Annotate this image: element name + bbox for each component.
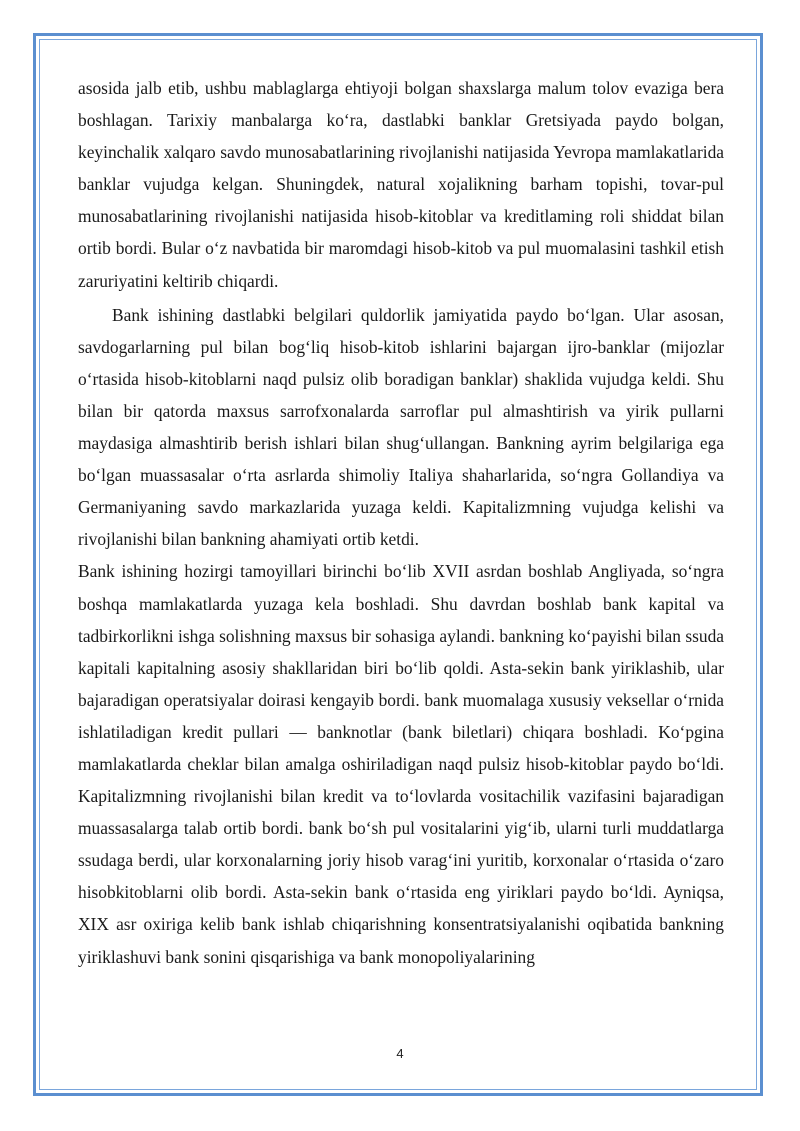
document-body <box>78 72 724 973</box>
page-number: 4 <box>396 1046 404 1061</box>
paragraph-1: asosida jalb etib, ushbu mablaglarga ehtiyoji bolgan shaxslarga malum tolov evaziga bera boshlagan. Tarixiy manbalarga ko‘ra, dastlabki banklar Gretsiyada paydo bolgan, keyinchalik xalqaro savdo munosabatlarining rivojlanishi natijasida Yevropa mamlakatlarida banklar vujudga kelgan. Shuningdek, natural xojalikning barham topishi, tovar-pul munosabatlarining rivojlanishi natijasida hisob-kitoblar va kreditlaming roli shiddat bilan ortib bordi. Bular o‘z navbatida bir maromdagi hisob-kitob va pul muomalasini tashkil etish zaruriyatini keltirib chiqardi. <box>78 78 724 291</box>
paragraph-3: Bank ishining hozirgi tamoyillari birinchi bo‘lib XVII asrdan boshlab Angliyada, so‘ngra boshqa mamlakatlarda yuzaga kela boshladi. Shu davrdan boshlab bank kapital va tadbirkorlikni ishga solishning maxsus bir sohasiga aylandi. bankning ko‘payishi bilan ssuda kapitali kapitalning asosiy shakllaridan biri bo‘lib qoldi. Asta-sekin bank yiriklashib, ular bajaradigan operatsiyalar doirasi kengayib bordi. bank muomalaga xususiy veksellar o‘rnida ishlatiladigan kredit pullari — banknotlar (bank biletlari) chiqara boshladi. Ko‘pgina mamlakatlarda cheklar bilan amalga oshiriladigan naqd pulsiz hisob-kitoblar paydo bo‘ldi. Kapitalizmning rivojlanishi bilan kredit va to‘lovlarda vositachilik vazifasini bajaradigan muassasalarga talab ortib bordi. bank bo‘sh pul vositalarini yig‘ib, ularni turli muddatlarga ssudaga berdi, ular korxonalarning joriy hisob varag‘ini yuritib, korxonalar o‘rtasida o‘zaro hisobkitoblarni olib bordi. Asta-sekin bank o‘rtasida eng yiriklari paydo bo‘ldi. Ayniqsa, XIX asr oxiriga kelib bank ishlab chiqarishning konsentratsiyalanishi oqibatida bankning yiriklashuvi bank sonini qisqarishiga va bank monopoliyalarining <box>78 561 724 967</box>
paragraph-2: Bank ishining dastlabki belgilari quldorlik jamiyatida paydo bo‘lgan. Ular asosan, savdogarlarning pul bilan bog‘liq hisob-kitob ishlarini bajargan ijro-banklar (mijozlar o‘rtasida hisob-kitoblarni naqd pulsiz olib boradigan banklar) shaklida vujudga keldi. Shu bilan bir qatorda maxsus sarrofxonalarda sarroflar pul almashtirish va yirik pullarni maydasiga almashtirib berish ishlari bilan shug‘ullangan. Bankning ayrim belgilariga ega bo‘lgan muassasalar o‘rta asrlarda shimoliy Italiya shaharlarida, so‘ngra Gollandiya va Germaniyaning savdo markazlarida yuzaga keldi. Kapitalizmning vujudga kelishi va rivojlanishi bilan bankning ahamiyati ortib ketdi. <box>78 304 724 550</box>
